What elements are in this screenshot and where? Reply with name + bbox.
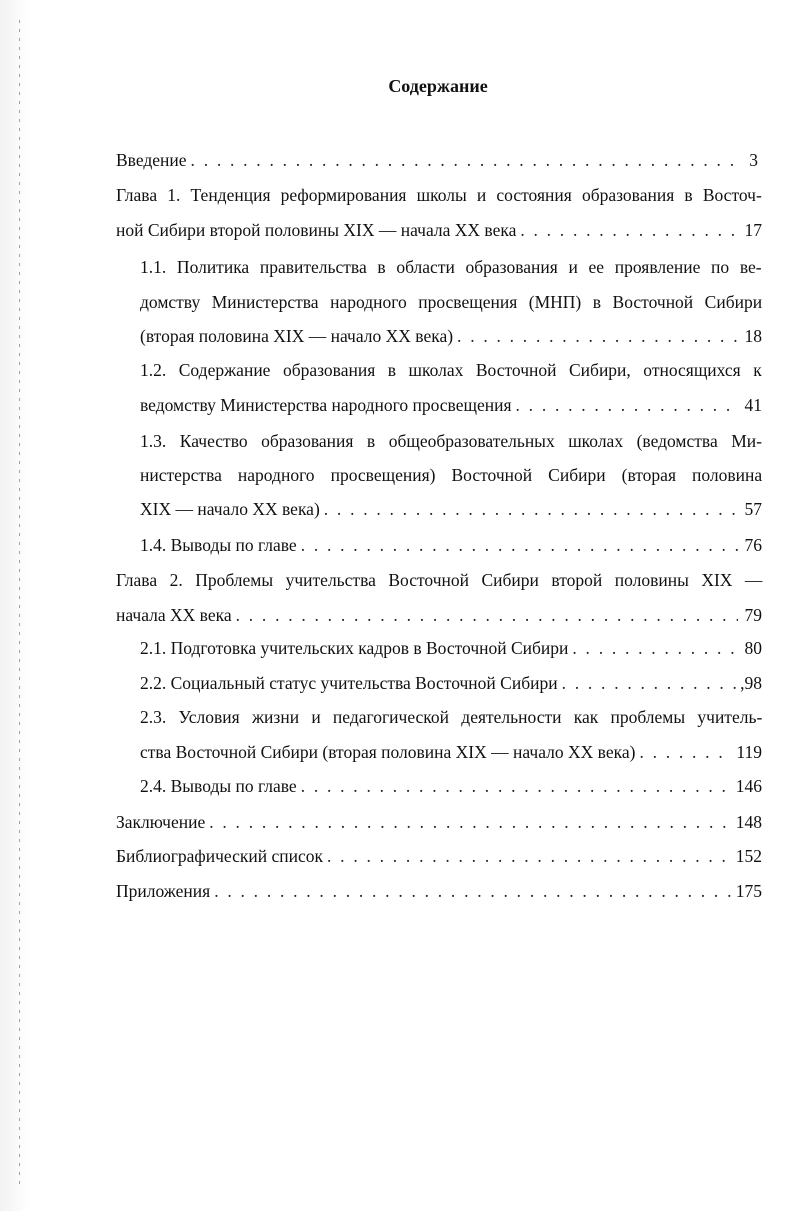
toc-label: Приложения bbox=[116, 881, 211, 901]
page-title: Содержание bbox=[388, 76, 488, 96]
toc-page-number: 57 bbox=[744, 499, 762, 519]
toc-entry-s11[interactable] bbox=[140, 326, 762, 346]
toc-page-number: 17 bbox=[744, 220, 762, 240]
toc-entry-s12-line1[interactable]: 1.2. Содержание образования в школах Восточной Сибири, относящихся к bbox=[140, 360, 762, 380]
toc-entry-bibliography[interactable] bbox=[116, 846, 762, 866]
toc-leader-dots bbox=[516, 395, 738, 415]
toc-leader-dots bbox=[324, 499, 738, 519]
toc-label: (вторая половина XIX — начало XX века) bbox=[140, 326, 454, 346]
toc-entry-s13-line1[interactable]: 1.3. Качество образования в общеобразовательных школах (ведомства Ми- bbox=[140, 431, 762, 451]
toc-leader-dots bbox=[301, 535, 738, 555]
toc-page-number: 148 bbox=[735, 812, 762, 832]
toc-entry-s21[interactable] bbox=[140, 638, 762, 658]
toc-leader-dots bbox=[457, 326, 738, 346]
toc-leader-dots bbox=[209, 812, 732, 832]
toc-entry-s11-line1[interactable]: 1.1. Политика правительства в области образования и ее проявление по ве- bbox=[140, 257, 762, 277]
toc-entry-ch1[interactable] bbox=[116, 220, 762, 240]
toc-entry-ch2-line1[interactable]: Глава 2. Проблемы учительства Восточной Сибири второй половины XIX — bbox=[116, 570, 763, 590]
toc-entry-appendix[interactable] bbox=[116, 881, 762, 901]
toc-entry-s24[interactable] bbox=[140, 776, 762, 796]
toc-leader-dots bbox=[572, 638, 738, 658]
toc-entry-ch1-line1[interactable]: Глава 1. Тенденция реформирования школы и состояния образования в Восточ- bbox=[116, 185, 762, 205]
toc-page-number: 80 bbox=[744, 638, 762, 658]
toc-page-number: 146 bbox=[735, 776, 762, 796]
toc-page-number: 175 bbox=[735, 881, 762, 901]
toc-entry-s11-line2[interactable]: домству Министерства народного просвещения (МНП) в Восточной Сибири bbox=[140, 292, 763, 312]
toc-label: Введение bbox=[116, 150, 187, 170]
toc-entry-s12[interactable] bbox=[140, 395, 762, 415]
toc-entry-s13-line2[interactable]: нистерства народного просвещения) Восточной Сибири (вторая половина bbox=[140, 465, 763, 485]
toc-leader-dots bbox=[236, 605, 738, 625]
toc-leader-dots bbox=[562, 673, 737, 693]
toc-label: 2.2. Социальный статус учительства Восточной Сибири bbox=[140, 673, 558, 693]
toc-page-number: 76 bbox=[744, 535, 762, 555]
toc-page-number: 119 bbox=[736, 742, 762, 762]
toc-entry-s23-line1[interactable]: 2.3. Условия жизни и педагогической деятельности как проблемы учитель- bbox=[140, 707, 763, 727]
scan-edge bbox=[0, 0, 30, 1211]
toc-entry-s23[interactable] bbox=[140, 742, 762, 762]
toc-label: ной Сибири второй половины XIX — начала XX века bbox=[116, 220, 517, 240]
toc-leader-dots bbox=[327, 846, 732, 866]
toc-page-number: 3 bbox=[749, 150, 758, 170]
toc-entry-conclusion[interactable] bbox=[116, 812, 762, 832]
toc-label: ства Восточной Сибири (вторая половина XIX — начало XX века) bbox=[140, 742, 636, 762]
toc-page-number: 152 bbox=[735, 846, 762, 866]
toc-leader-dots bbox=[301, 776, 732, 796]
toc-entry-s22[interactable] bbox=[140, 673, 762, 693]
toc-leader-dots bbox=[520, 220, 738, 240]
toc-page-number: 79 bbox=[744, 605, 762, 625]
toc-leader-dots bbox=[191, 150, 734, 170]
toc-entry-s13[interactable] bbox=[140, 499, 762, 519]
toc-entry-s14[interactable] bbox=[140, 535, 762, 555]
toc-label: 2.4. Выводы по главе bbox=[140, 776, 297, 796]
toc-leader-dots bbox=[639, 742, 732, 762]
toc-entry-intro[interactable] bbox=[116, 150, 758, 170]
toc-label: начала XX века bbox=[116, 605, 232, 625]
toc-entry-ch2[interactable] bbox=[116, 605, 762, 625]
toc-leader-dots bbox=[214, 881, 732, 901]
toc-label: Заключение bbox=[116, 812, 206, 832]
toc-label: Библиографический список bbox=[116, 846, 324, 866]
toc-label: ведомству Министерства народного просвещения bbox=[140, 395, 512, 415]
toc-label: 1.4. Выводы по главе bbox=[140, 535, 297, 555]
toc-label: 2.1. Подготовка учительских кадров в Восточной Сибири bbox=[140, 638, 569, 658]
toc-page-number: ,98 bbox=[740, 673, 762, 693]
toc-label: XIX — начало XX века) bbox=[140, 499, 320, 519]
toc-page-number: 41 bbox=[744, 395, 762, 415]
toc-page-number: 18 bbox=[744, 326, 762, 346]
